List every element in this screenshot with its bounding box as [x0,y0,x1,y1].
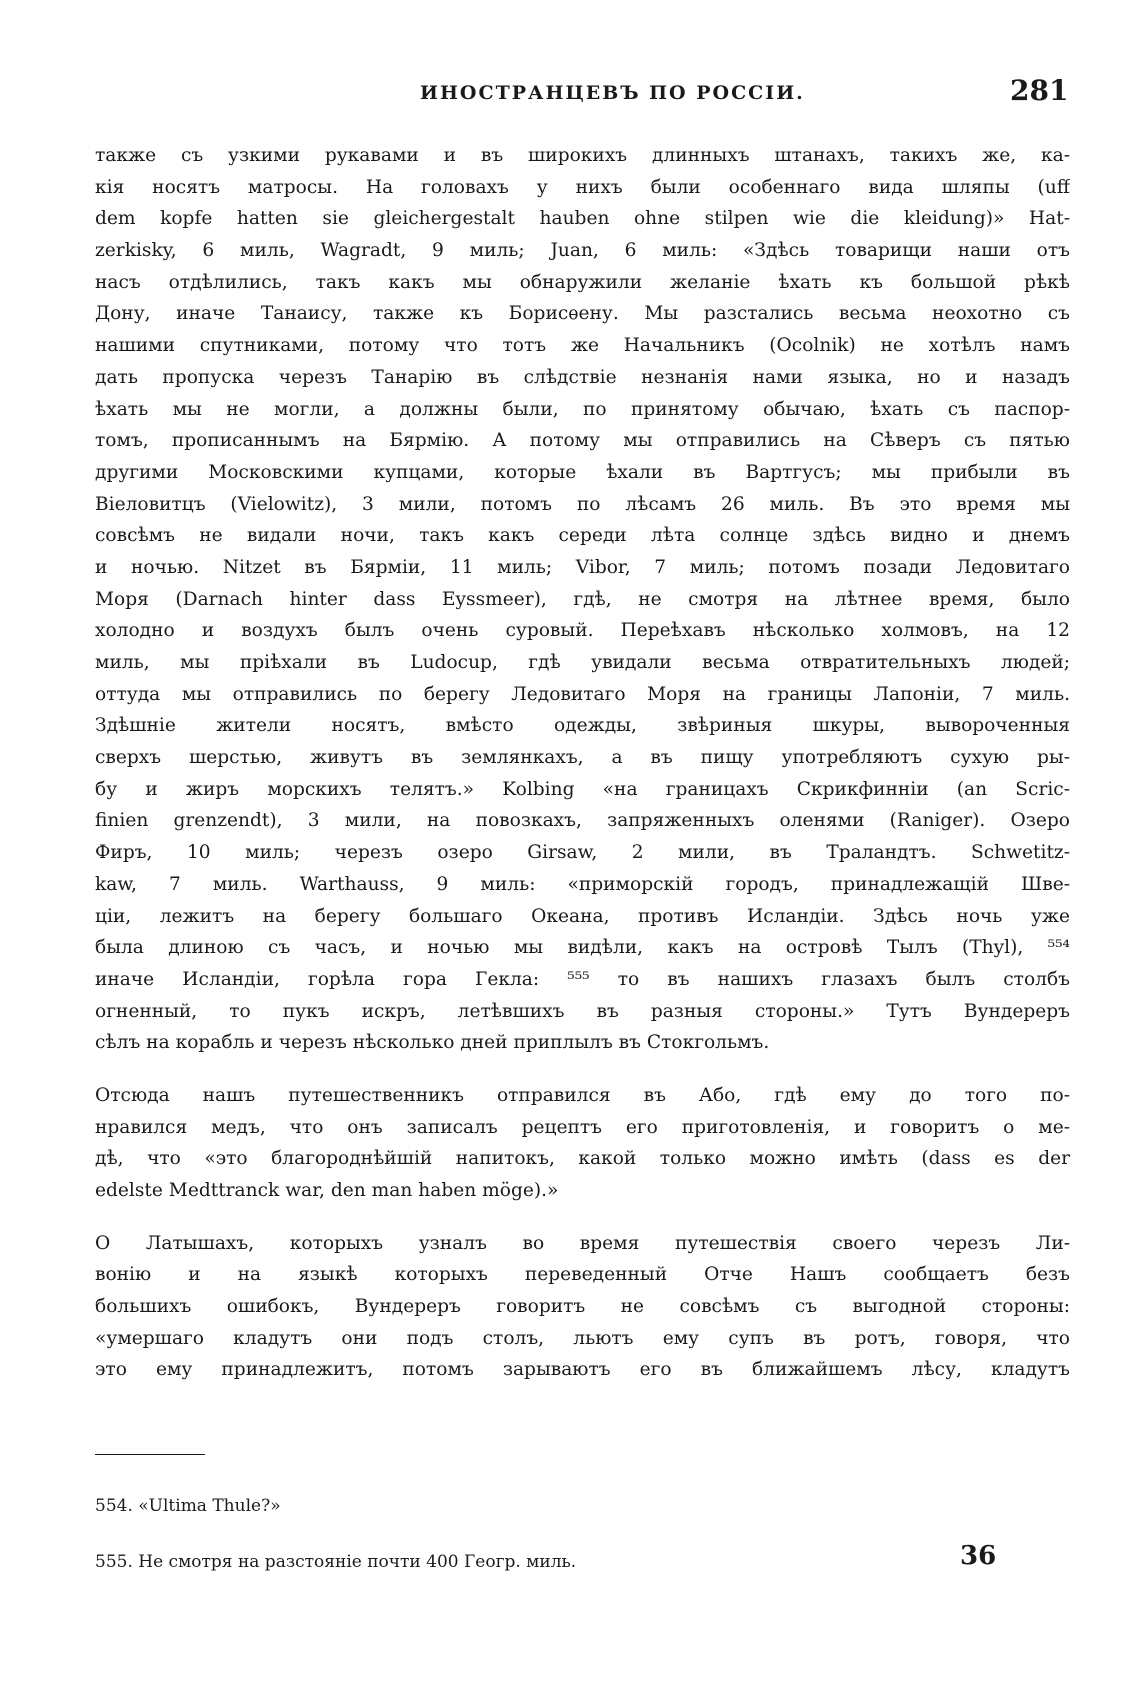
text-line: миль, мы пріѣхали въ Ludocup, гдѣ увидали весьма отвратительныхъ людей; [95,652,1070,673]
text-line: kaw, 7 миль. Warthauss, 9 миль: «приморскій городъ, принадлежащій Шве- [95,873,1070,895]
page-number: 281 [1010,74,1069,107]
text-line: zerkisky, 6 миль, Wagradt, 9 миль; Juan, 6 миль: «Здѣсь товарищи наши отъ [95,240,1070,262]
running-head: ИНОСТРАНЦЕВЪ ПО РОССІИ. [420,82,805,104]
text-line: огненный, то пукъ искръ, летѣвшихъ въ разныя стороны.» Тутъ Вундереръ [95,1000,1070,1022]
printer-signature-mark: 36 [960,1541,997,1571]
text-line: была длиною съ часъ, и ночью мы видѣли, какъ на островѣ Тылъ (Thyl), ⁵⁵⁴ [95,937,1070,959]
text-line: иначе Исландіи, горѣла гора Гекла: ⁵⁵⁵ то въ нашихъ глазахъ былъ столбъ [95,968,1070,990]
text-line: это ему принадлежитъ, потомъ зарываютъ его въ ближайшемъ лѣсу, кладутъ [95,1359,1070,1381]
text-line: нашими спутниками, потому что тотъ же Начальникъ (Ocolnik) не хотѣлъ намъ [95,335,1070,357]
paragraph-gap [95,1059,1070,1080]
text-line: большихъ ошибокъ, Вундереръ говоритъ не совсѣмъ съ выгодной стороны: [95,1296,1070,1318]
paragraph-2 [95,1080,1070,1207]
text-line: и ночью. Nitzet въ Бярміи, 11 миль; Vibor, 7 миль; потомъ позади Ледовитаго [95,556,1070,578]
text-line: нравился медъ, что онъ записалъ рецептъ его приготовленія, и говоритъ о ме- [95,1116,1070,1138]
text-line: Дону, иначе Танаису, также къ Борисѳену. Мы разстались весьма неохотно съ [95,303,1070,325]
text-line: другими Московскими купцами, которые ѣхали въ Вартгусъ; мы прибыли въ [95,461,1070,483]
text-line: совсѣмъ не видали ночи, такъ какъ середи лѣта солнце здѣсь видно и днемъ [95,525,1070,547]
paragraph-3 [95,1228,1070,1386]
paragraph-1 [95,140,1070,1059]
footnotes [95,1494,995,1574]
text-line: также съ узкими рукавами и въ широкихъ длинныхъ штанахъ, такихъ же, ка- [95,145,1070,166]
text-line: edelste Medttranck war, den man haben möge).» [95,1180,559,1201]
text-line: сѣлъ на корабль и черезъ нѣсколько дней приплылъ въ Стокгольмъ. [95,1032,770,1054]
text-line: ѣхать мы не могли, а должны были, по принятому обычаю, ѣхать съ паспор- [95,398,1070,420]
text-line: Отсюда нашъ путешественникъ отправился въ Або, гдѣ ему до того по- [95,1084,1070,1106]
text-line: оттуда мы отправились по берегу Ледовитаго Моря на границы Лапоніи, 7 миль. [95,683,1070,705]
text-line: Здѣшніе жители носятъ, вмѣсто одежды, звѣриныя шкуры, вывороченныя [95,715,1070,737]
text-line: бу и жиръ морскихъ телятъ.» Kolbing «на границахъ Скрикфинніи (an Scric- [95,778,1070,800]
text-line: дѣ, что «это благороднѣйшій напитокъ, какой только можно имѣть (dass es der [95,1148,1070,1170]
text-line: сверхъ шерстью, живутъ въ землянкахъ, а въ пищу употребляютъ сухую ры- [95,747,1070,769]
text-line: ціи, лежитъ на берегу большаго Океана, противъ Исландіи. Здѣсь ночь уже [95,905,1070,927]
text-line: finien grenzendt), 3 мили, на повозкахъ, запряженныхъ оленями (Raniger). Озеро [95,810,1070,832]
footnote-divider [95,1454,205,1455]
footnote-554: 554. «Ultima Thule?» [95,1496,281,1516]
text-line: кія носятъ матросы. На головахъ у нихъ были особеннаго вида шляпы (uff [95,176,1070,198]
text-line: насъ отдѣлились, такъ какъ мы обнаружили желаніе ѣхать къ большой рѣкѣ [95,271,1070,293]
text-line: Фиръ, 10 миль; черезъ озеро Girsaw, 2 мили, въ Траландтъ. Schwetitz- [95,842,1070,864]
text-line: О Латышахъ, которыхъ узналъ во время путешествія своего черезъ Ли- [95,1232,1070,1254]
text-line: вонію и на языкѣ которыхъ переведенный Отче Нашъ сообщаетъ безъ [95,1264,1070,1286]
text-line: томъ, прописаннымъ на Бярмію. А потому мы отправились на Сѣверъ съ пятью [95,430,1070,452]
paragraph-gap [95,1207,1070,1228]
text-line: dem kopfe hatten sie gleichergestalt hauben ohne stilpen wie die kleidung)» Hat- [95,208,1070,230]
text-line: дать пропуска черезъ Танарію въ слѣдствіе незнанія нами языка, но и назадъ [95,366,1070,388]
text-line: «умершаго кладутъ они подъ столъ, льютъ ему супъ въ ротъ, говоря, что [95,1327,1070,1349]
text-line: холодно и воздухъ былъ очень суровый. Переѣхавъ нѣсколько холмовъ, на 12 [95,620,1070,642]
text-line: Віеловитцъ (Vielowitz), 3 мили, потомъ по лѣсамъ 26 миль. Въ это время мы [95,493,1070,515]
text-line: Моря (Darnach hinter dass Eyssmeer), гдѣ, не смотря на лѣтнее время, было [95,588,1070,610]
footnote-555: 555. Не смотря на разстояніе почти 400 Геогр. миль. [95,1552,577,1572]
body-text [95,140,1070,1386]
